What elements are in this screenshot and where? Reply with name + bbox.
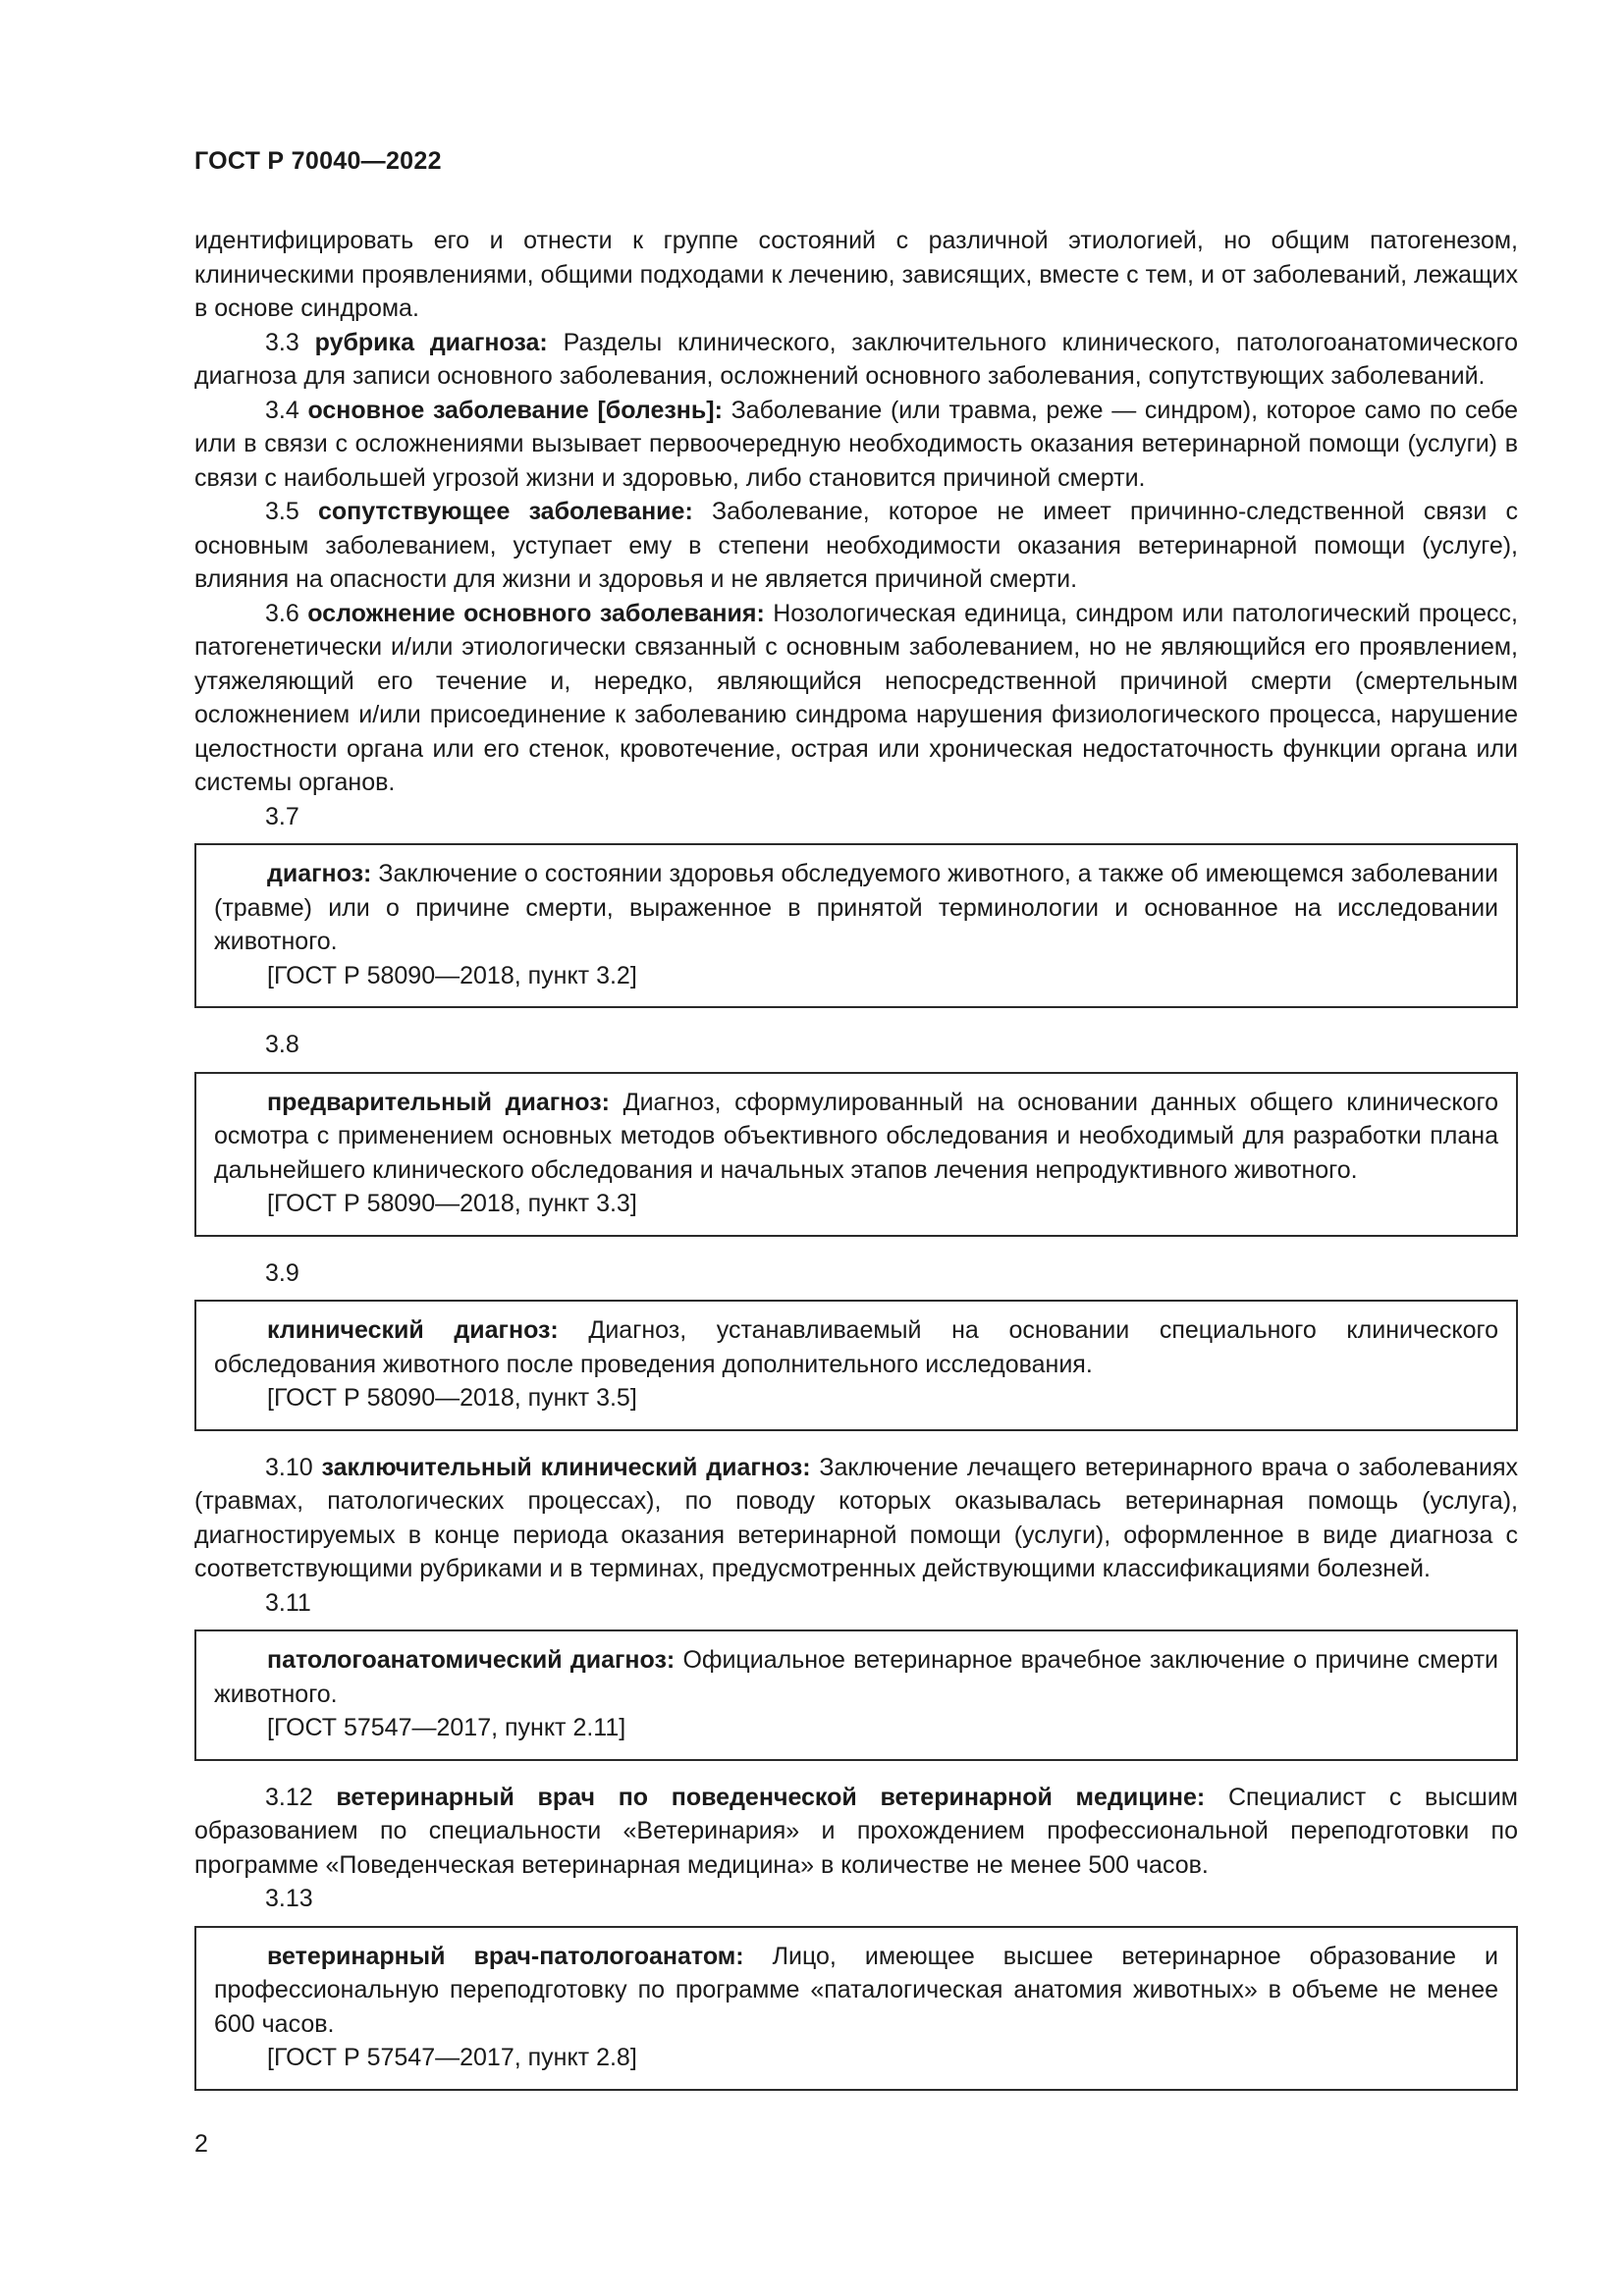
- source-reference: [ГОСТ Р 58090—2018, пункт 3.3]: [267, 1190, 637, 1217]
- term-definition: Диагноз, сформулированный на основании данных общего клинического осмотра с применением основных методов объективного обследования и необходимый для разработки плана дальнейшего клинического обследования и начальных этапов лечения непродуктивного животного.: [214, 1088, 1498, 1184]
- document-body: [194, 224, 1518, 2091]
- source-reference: [ГОСТ Р 58090—2018, пункт 3.5]: [267, 1384, 637, 1412]
- intro-paragraph: идентифицировать его и отнести к группе состояний с различной этиологией, но общим патогенезом, клиническими проявлениями, общими подходами к лечению, зависящих, вместе с тем, и от заболеваний, лежащих в основе синдрома.: [194, 227, 1518, 322]
- source-reference: [ГОСТ Р 58090—2018, пункт 3.2]: [267, 961, 637, 989]
- term-definition: Заключение о состоянии здоровья обследуемого животного, а также об имеющемся заболевании (травме) или о причине смерти, выраженное в принятой терминологии и основанное на исследовании животного.: [214, 860, 1498, 955]
- term-name: основное заболевание [болезнь]:: [307, 396, 723, 424]
- term-name: диагноз:: [267, 860, 372, 887]
- term-name: ветеринарный врач-патологоанатом:: [267, 1942, 744, 1970]
- term-3-4: [194, 394, 1518, 496]
- page-number: 2: [194, 2130, 208, 2158]
- term-3-12: [194, 1781, 1518, 1883]
- term-number: 3.10: [265, 1453, 313, 1481]
- term-name: заключительный клинический диагноз:: [321, 1453, 811, 1481]
- term-number-3-13: 3.13: [265, 1885, 313, 1912]
- term-number-3-9: 3.9: [265, 1258, 299, 1287]
- term-name: сопутствующее заболевание:: [317, 498, 693, 525]
- quoted-term-box-3-11: [194, 1629, 1518, 1761]
- term-definition: Нозологическая единица, синдром или патологический процесс, патогенетически и/или этиологически связанный с основным заболеванием, но не являющийся его проявлением, утяжеляющий его течение и, нередко, являющийся непосредственной причиной смерти (смертельным осложнением и/или присоединение к заболеванию синдрома нарушения физиологического процесса, нарушение целостности органа или его стенок, кровотечение, острая или хроническая недостаточность функции органа или системы органов.: [194, 599, 1518, 796]
- term-name: ветеринарный врач по поведенческой ветеринарной медицине:: [336, 1783, 1206, 1811]
- quoted-term-box-3-7: [194, 843, 1518, 1008]
- document-header: ГОСТ Р 70040—2022: [194, 147, 442, 175]
- term-name: осложнение основного заболевания:: [307, 599, 765, 627]
- term-3-6: [194, 597, 1518, 800]
- source-reference: [ГОСТ 57547—2017, пункт 2.11]: [267, 1714, 626, 1741]
- term-number: 3.12: [265, 1783, 313, 1811]
- term-definition: Диагноз, устанавливаемый на основании специального клинического обследования животного после проведения дополнительного исследования.: [214, 1316, 1498, 1378]
- quoted-term-box-3-9: [194, 1300, 1518, 1431]
- quoted-term-box-3-13: [194, 1926, 1518, 2091]
- term-3-3: [194, 326, 1518, 394]
- term-definition: Лицо, имеющее высшее ветеринарное образование и профессиональную переподготовку по программе «паталогическая анатомия животных» в объеме не менее 600 часов.: [214, 1942, 1498, 2038]
- quoted-term-box-3-8: [194, 1072, 1518, 1237]
- term-3-5: [194, 495, 1518, 597]
- term-definition: Заболевание (или травма, реже — синдром), которое само по себе или в связи с осложнениями вызывает первоочередную необходимость оказания ветеринарной помощи (услуги) в связи с наибольшей угрозой жизни и здоровью, либо становится причиной смерти.: [194, 396, 1519, 492]
- term-definition: Официальное ветеринарное врачебное заключение о причине смерти животного.: [214, 1646, 1499, 1708]
- term-definition: Заключение лечащего ветеринарного врача о заболеваниях (травмах, патологических процессах), по поводу которых оказывалась ветеринарная помощь (услуга), диагностируемых в конце периода оказания ветеринарной помощи (услуги), оформленное в виде диагноза с соответствующими рубриками и в терминах, предусмотренных действующими классификациями болезней.: [194, 1453, 1518, 1582]
- term-number: 3.6: [265, 599, 299, 627]
- term-definition: Специалист с высшим образованием по специальности «Ветеринария» и прохождением профессиональной переподготовки по программе «Поведенческая ветеринарная медицина» в количестве не менее 500 часов.: [194, 1783, 1518, 1879]
- term-3-10: [194, 1451, 1518, 1586]
- term-number: 3.4: [265, 396, 299, 424]
- term-definition: Заболевание, которое не имеет причинно-следственной связи с основным заболеванием, уступает ему в степени необходимости оказания ветеринарной помощи (услуге), влияния на опасности для жизни и здоровья и не является причиной смерти.: [194, 498, 1518, 593]
- term-name: рубрика диагноза:: [314, 328, 548, 356]
- term-name: патологоанатомический диагноз:: [267, 1646, 676, 1674]
- term-name: клинический диагноз:: [267, 1316, 559, 1344]
- source-reference: [ГОСТ Р 57547—2017, пункт 2.8]: [267, 2044, 637, 2071]
- term-number-3-7: 3.7: [265, 802, 299, 830]
- term-number-3-11: 3.11: [265, 1588, 311, 1617]
- term-number-3-8: 3.8: [265, 1031, 299, 1058]
- term-definition: Разделы клинического, заключительного клинического, патологоанатомического диагноза для записи основного заболевания, осложнений основного заболевания, сопутствующих заболеваний.: [194, 328, 1519, 390]
- term-number: 3.3: [265, 328, 299, 356]
- term-number: 3.5: [265, 498, 299, 525]
- term-name: предварительный диагноз:: [267, 1088, 610, 1116]
